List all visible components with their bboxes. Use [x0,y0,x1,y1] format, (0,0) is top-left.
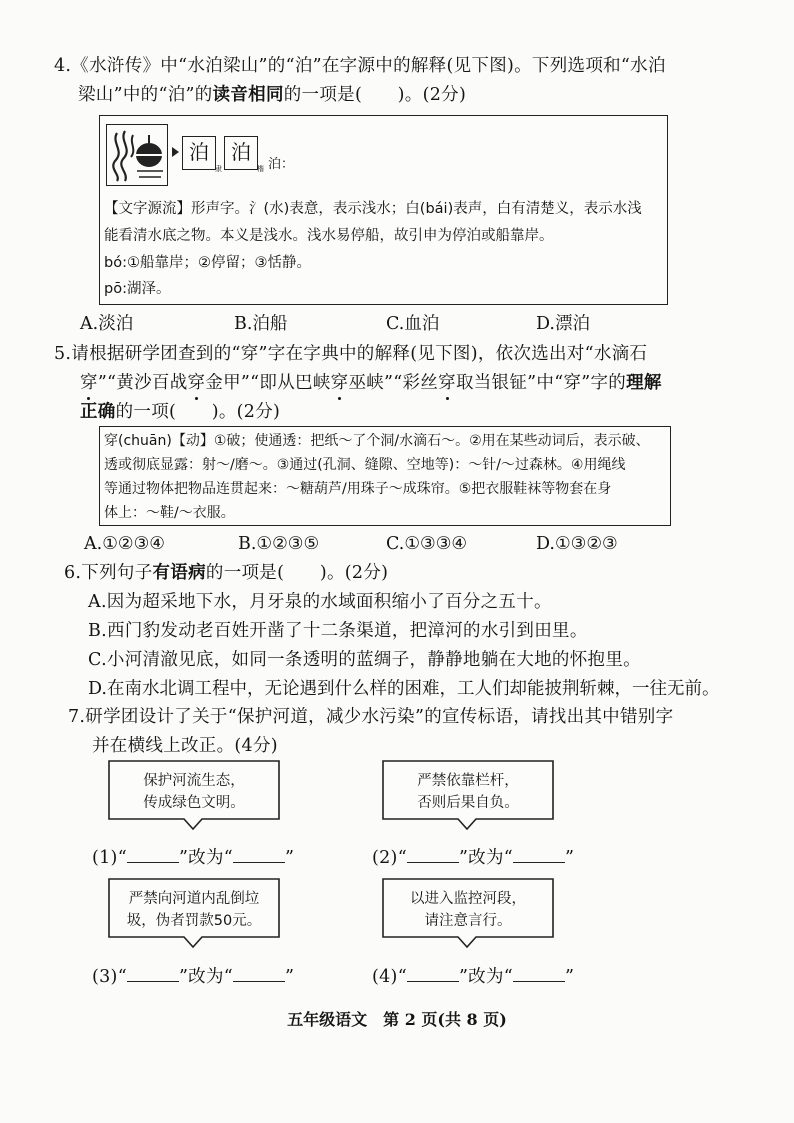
q5-dictionary-box [99,426,671,526]
slogan-sign-1: 保护河流生态， 传成绿色文明。 [108,760,280,830]
glyph-clerical-tag: 隶 [215,165,222,173]
ancient-glyph-picture [106,124,168,186]
q5-option-a[interactable]: A.①②③④ [84,534,165,554]
answer-blank[interactable] [407,850,459,863]
q5-option-b[interactable]: B.①②③⑤ [238,534,320,554]
slogan-sign-2: 严禁依靠栏杆， 否则后果自负。 [382,760,554,830]
q5-stem-line1: 5.请根据研学团查到的“穿”字在字典中的解释(见下图)，依次选出对“水滴石 [54,344,648,364]
q4-option-c[interactable]: C.血泊 [386,314,440,334]
q6-option-d[interactable]: D.在南水北调工程中，无论遇到什么样的困难，工人们却能披荆斩棘，一往无前。 [88,679,720,699]
source-line4: pō:湖泽。 [104,281,171,297]
q6-stem: 6.下列句子有语病的一项是( )。(2分) [64,563,389,583]
answer-blank[interactable] [233,850,285,863]
source-line1: 【文字源流】形声字。氵(水)表意，表示浅水；白(bái)表声，白有清楚义，表示水浅 [104,201,642,217]
dict-line3: 等通过物体把物品连贯起来：～糖葫芦/用珠子～成珠帘。⑤把衣服鞋袜等物套在身 [104,481,612,497]
q4-option-d[interactable]: D.漂泊 [536,314,590,334]
answer-blank[interactable] [233,969,285,982]
glyph-regular-tag: 楷 [257,165,264,173]
q4-stem-line1: 4.《水浒传》中“水泊梁山”的“泊”在字源中的解释(见下图)。下列选项和“水泊 [54,56,666,76]
dict-line1: 穿(chuān)【动】①破；使通透：把纸～了个洞/水滴石～。②用在某些动词后，表示破、 [104,433,650,449]
page-footer: 五年级语文 第 2 页(共 8 页) [287,1010,507,1029]
source-line2: 能看清水底之物。本义是浅水。浅水易停船，故引申为停泊或船靠岸。 [104,228,554,244]
glyph-colon: 泊： [268,157,295,172]
answer-blank[interactable] [407,969,459,982]
answer-line-3[interactable]: (3)“ ”改为“ ” [92,967,295,987]
answer-blank[interactable] [513,850,565,863]
arrow-right-icon [172,147,179,157]
answer-line-4[interactable]: (4)“ ”改为“ ” [372,967,575,987]
q6-option-b[interactable]: B.西门豹发动老百姓开凿了十二条渠道，把漳河的水引到田里。 [88,621,588,641]
slogan-sign-3: 严禁向河道内乱倒垃 圾，伪者罚款50元。 [108,878,280,948]
q5-stem-line2: 穿”“黄沙百战穿金甲”“即从巴峡穿巫峡”“彩丝穿取当银钲”中“穿”字的理解 [80,373,662,393]
q5-stem-line3: 正确的一项( )。(2分) [80,402,281,422]
q5-option-c[interactable]: C.①③③④ [386,534,468,554]
dict-line4: 体上：～鞋/～衣服。 [104,505,235,521]
q7-stem-line1: 7.研学团设计了关于“保护河道，减少水污染”的宣传标语，请找出其中错别字 [68,707,674,727]
q6-option-a[interactable]: A.因为超采地下水，月牙泉的水域面积缩小了百分之五十。 [88,592,552,612]
answer-line-1[interactable]: (1)“ ”改为“ ” [92,848,295,868]
answer-blank[interactable] [513,969,565,982]
answer-blank[interactable] [127,850,179,863]
source-line3: bó:①船靠岸；②停留；③恬静。 [104,255,311,271]
q5-option-d[interactable]: D.①③②③ [536,534,618,554]
glyph-regular: 泊 [224,136,258,170]
glyph-clerical: 泊 [182,136,216,170]
answer-blank[interactable] [127,969,179,982]
q4-option-b[interactable]: B.泊船 [234,314,288,334]
q6-option-c[interactable]: C.小河清澈见底，如同一条透明的蓝绸子，静静地躺在大地的怀抱里。 [88,650,641,670]
q4-stem-line2: 梁山”中的“泊”的读音相同的一项是( )。(2分) [78,85,467,105]
slogan-sign-4: 以进入监控河段， 请注意言行。 [382,878,554,948]
answer-line-2[interactable]: (2)“ ”改为“ ” [372,848,575,868]
q4-option-a[interactable]: A.淡泊 [80,314,134,334]
q7-stem-line2: 并在横线上改正。(4分) [92,736,278,756]
q4-emphasis: 读音相同 [212,85,284,105]
q4-source-box [99,115,668,305]
dict-line2: 透或彻底显露：射～/磨～。③通过(孔洞、缝隙、空地等)：～针/～过森林。④用绳线 [104,457,626,473]
